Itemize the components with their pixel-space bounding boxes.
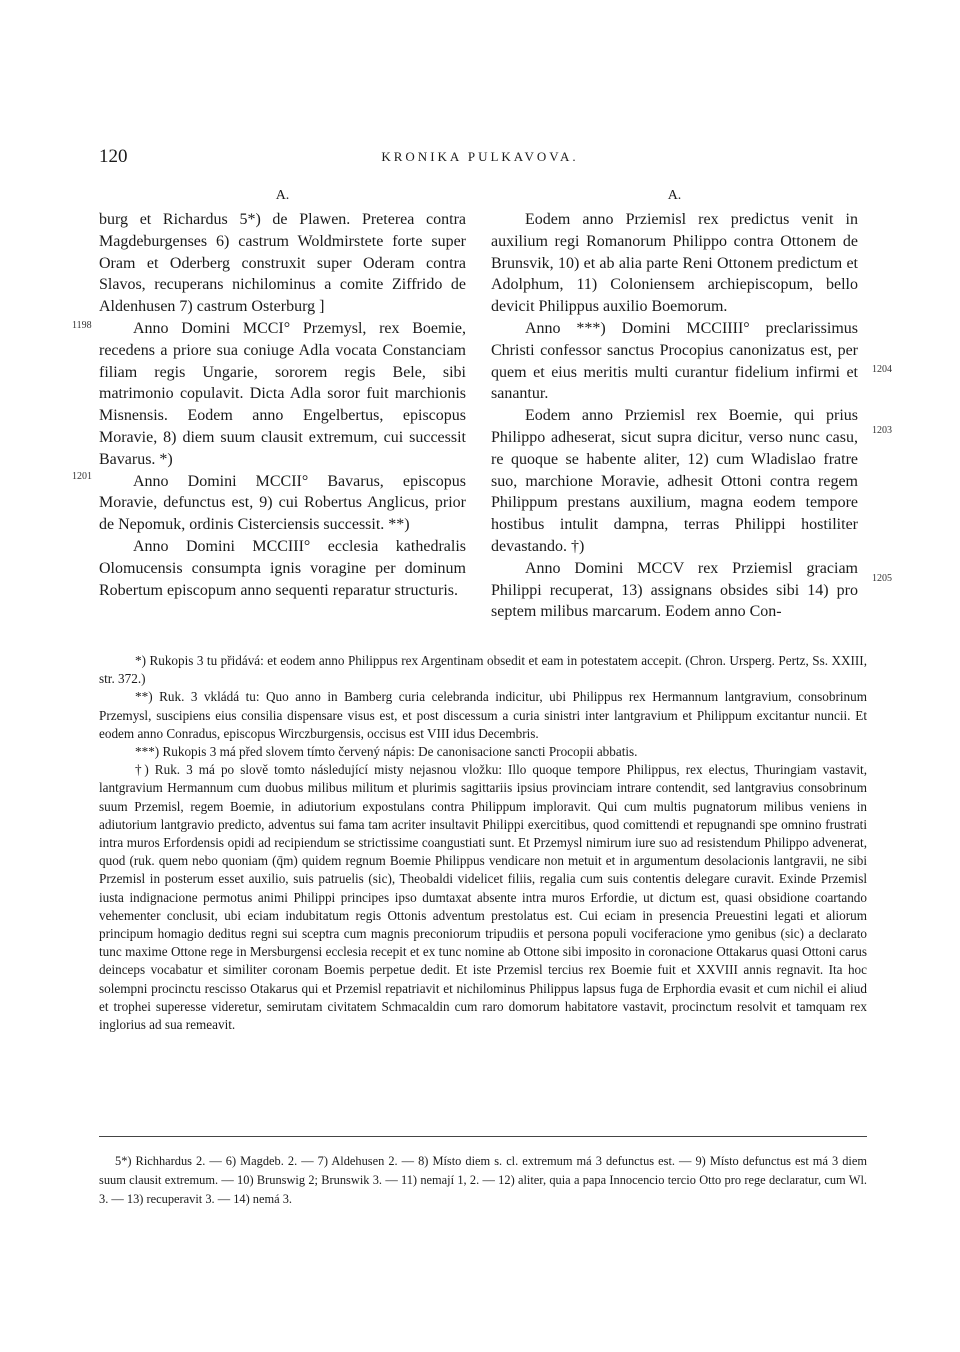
margin-year: 1205 xyxy=(872,573,892,584)
paragraph: Anno Domini MCCV rex Prziemisl graciam Philippi recuperat, 13) assignans obsides sibi 14) pro septem milibus marcarum. Eodem anno Con- xyxy=(491,559,858,621)
margin-year: 1204 xyxy=(872,364,892,375)
right-column xyxy=(491,188,858,623)
paragraph: Eodem anno Prziemisl rex Boemie, qui prius Philippo adheserat, sicut supra dicitur, verso nunc casu, re quoque se habente aliter, 12) cum Wladislao fratre suo, marchione Moravie, adhesit Ottoni contra regem Philippum prestans auxilium, magna eodem tempore hostibus intulit dampna, terras Philippi hostiliter devastando. †) xyxy=(491,407,858,555)
footnote: †) Ruk. 3 má po slově tomto následující misty nejasnou vložku: Illo quoque tempore Philippus, rex electus, Thuringiam vastavit, lantgravium Hermannum cum duobus milibus militum et plurimis sagittariis ipsius provinciam intrare contendit, sed lantgravius consobrinum suum Przemisl, regem Boemie, in adiutorium expostulans contra Philippum imploravit. Qui cum multis pugnatorum milibus veniens in adiutorium lantgravio predicto, adventus sui fama tam acriter insultavit Philippi exercitibus, quod comittendi et repugnandi spe omnino frustrati intra muros Erfordensis opidi ad recipiendum se strictissime coangustiati sunt. Et Przemysl nimirum iure suo ad resistendum Philippo advenerat, quod (ruk. quem nebo quoniam (q̄m) quidem regnum Boemie Philippus vendicare non metuit et in argumentum desolacionis lantgravii, ne sibi Przemisl in posterum esset auxilio, suis patruelis (sic), Theobaldi videlicet filiis, regalia cum suis contentis delegare curavit. Exinde Przemisl iusta indignacione permotus animi Philippi principes ipso dumtaxat absente intra muros Erfordie, ut dictum est, quasi obsidione coartando vehementer conclusit, ubi eciam indubitatum regis Ottonis adventum prestolatus est. Cui eciam in presencia Preuestini legati et aliorum principum homagio deditus regni sui sceptra cum magnis preconiorum tripudiis et persona populi vociferacione ymo genibus (sic) a declarato tunc maxime Ottone rege in Mersburgensi ecclesia recepit et ex tunc nomine ab Ottone sibi imposito in coronacione Ottakarus quasi Ottoni carus deinceps vocabatur et similiter coronam Boemis perpetue dedit. Et iste Przemisl tercius rex Boemie fuit et XXVIII annis regnavit. Ita hoc solempni procinctu rescisso Otakarus qui et Przemisl repatriavit et nichilominus Philippus lapsus fuga de Erphordia evasit et cum nichil ei aliud et trophei superesse videretur, semirutam civitatem Schmacaldin cum raro domorum habitatore vastavit, procinctum resolvit et tamquam rex inglorius ad sua remeavit. xyxy=(99,762,867,1033)
variant-readings xyxy=(99,1152,867,1209)
left-column xyxy=(99,188,466,601)
paragraph: Anno Domini MCCI° Przemysl, rex Boemie, recedens a priore sua coniuge Adla vocata Constanciam filiam regis Ungarie, sororem regis Bele, sibi matrimonio copulavit. Dicta Adla soror fuit marchionis Misnensis. Eodem anno Engelbertus, episcopus Moravie, 8) diem suum clausit extremum, cui successit Bavarus. *) xyxy=(99,319,466,468)
margin-year: 1203 xyxy=(872,425,892,436)
column-label: A. xyxy=(275,188,290,203)
variant-readings-text: 5*) Richhardus 2. — 6) Magdeb. 2. — 7) Aldehusen 2. — 8) Místo diem s. cl. extremum má 3 defunctus est. — 9) Místo defunctus est má 3 diem suum clausit extremum. — 10) Brunswig 2; Brunswik 3. — 11) nemají 1, 2. — 12) aliter, quia a papa Innocencio tercio Otto pro rege declaratur, cum Wl. 3. — 13) recuperavit 3. — 14) nemá 3. xyxy=(99,1154,867,1206)
paragraph: Anno Domini MCCII° Bavarus, episcopus Moravie, defunctus est, 9) cui Robertus Anglicus, prior de Nepomuk, ordinis Cisterciensis successit. **) xyxy=(99,472,466,534)
footnote: **) Ruk. 3 vkládá tu: Quo anno in Bamberg curia celebranda indicitur, ubi Philippus rex Hermannum lantgravium, consobrinum Przemysl, suscipiens eius consilia dispensare visus est, et post discessum a curia sinistri inter lantgravium et Philippum excitantur nuncii. Et eodem anno Conradus, episcopus Wirczburgensis, occisus est VIII idus Decembris. xyxy=(99,689,867,741)
footnote: ***) Rukopis 3 má před slovem tímto červený nápis: De canonisacione sancti Procopii abbatis. xyxy=(135,744,638,760)
page-number: 120 xyxy=(99,146,128,167)
paragraph: Eodem anno Prziemisl rex predictus venit in auxilium regi Romanorum Philippo contra Ottonem de Brunsvik, 10) et ab alia parte Reni Ottonem predictum et Adolphum, 11) Coloniensem archiepiscopum, bello devicit Philippus auxilio Boemorum. xyxy=(491,211,858,316)
running-head: KRONIKA PULKAVOVA. xyxy=(381,149,579,164)
margin-year: 1201 xyxy=(72,471,92,482)
paragraph: Anno Domini MCCIII° ecclesia kathedralis Olomucensis consumpta ignis voragine per dominum Robertum episcopum anno sequenti reparatur structuris. xyxy=(99,537,466,599)
footnote: *) Rukopis 3 tu přidává: et eodem anno Philippus rex Argentinam obsedit et eam in potestatem accepit. (Chron. Ursperg. Pertz, Ss. XXIII, str. 372.) xyxy=(99,653,867,687)
footnotes xyxy=(99,652,867,1034)
paragraph: burg et Richardus 5*) de Plawen. Preterea contra Magdeburgenses 6) castrum Woldmirstete forte super Oram et Oderberg construxit super Oderam contra Slavos, recuperans nichilominus a comite Ziffrido de Aldenhusen 7) castrum Osterburg ] xyxy=(99,211,466,316)
margin-year: 1198 xyxy=(72,320,92,331)
column-label: A. xyxy=(667,188,682,203)
divider xyxy=(99,1136,867,1137)
paragraph: Anno ***) Domini MCCIIII° preclarissimus Christi confessor sanctus Procopius canonizatus est, per quem et eius meritis multi curantur fidelium infirmi et sanantur. xyxy=(491,319,858,403)
